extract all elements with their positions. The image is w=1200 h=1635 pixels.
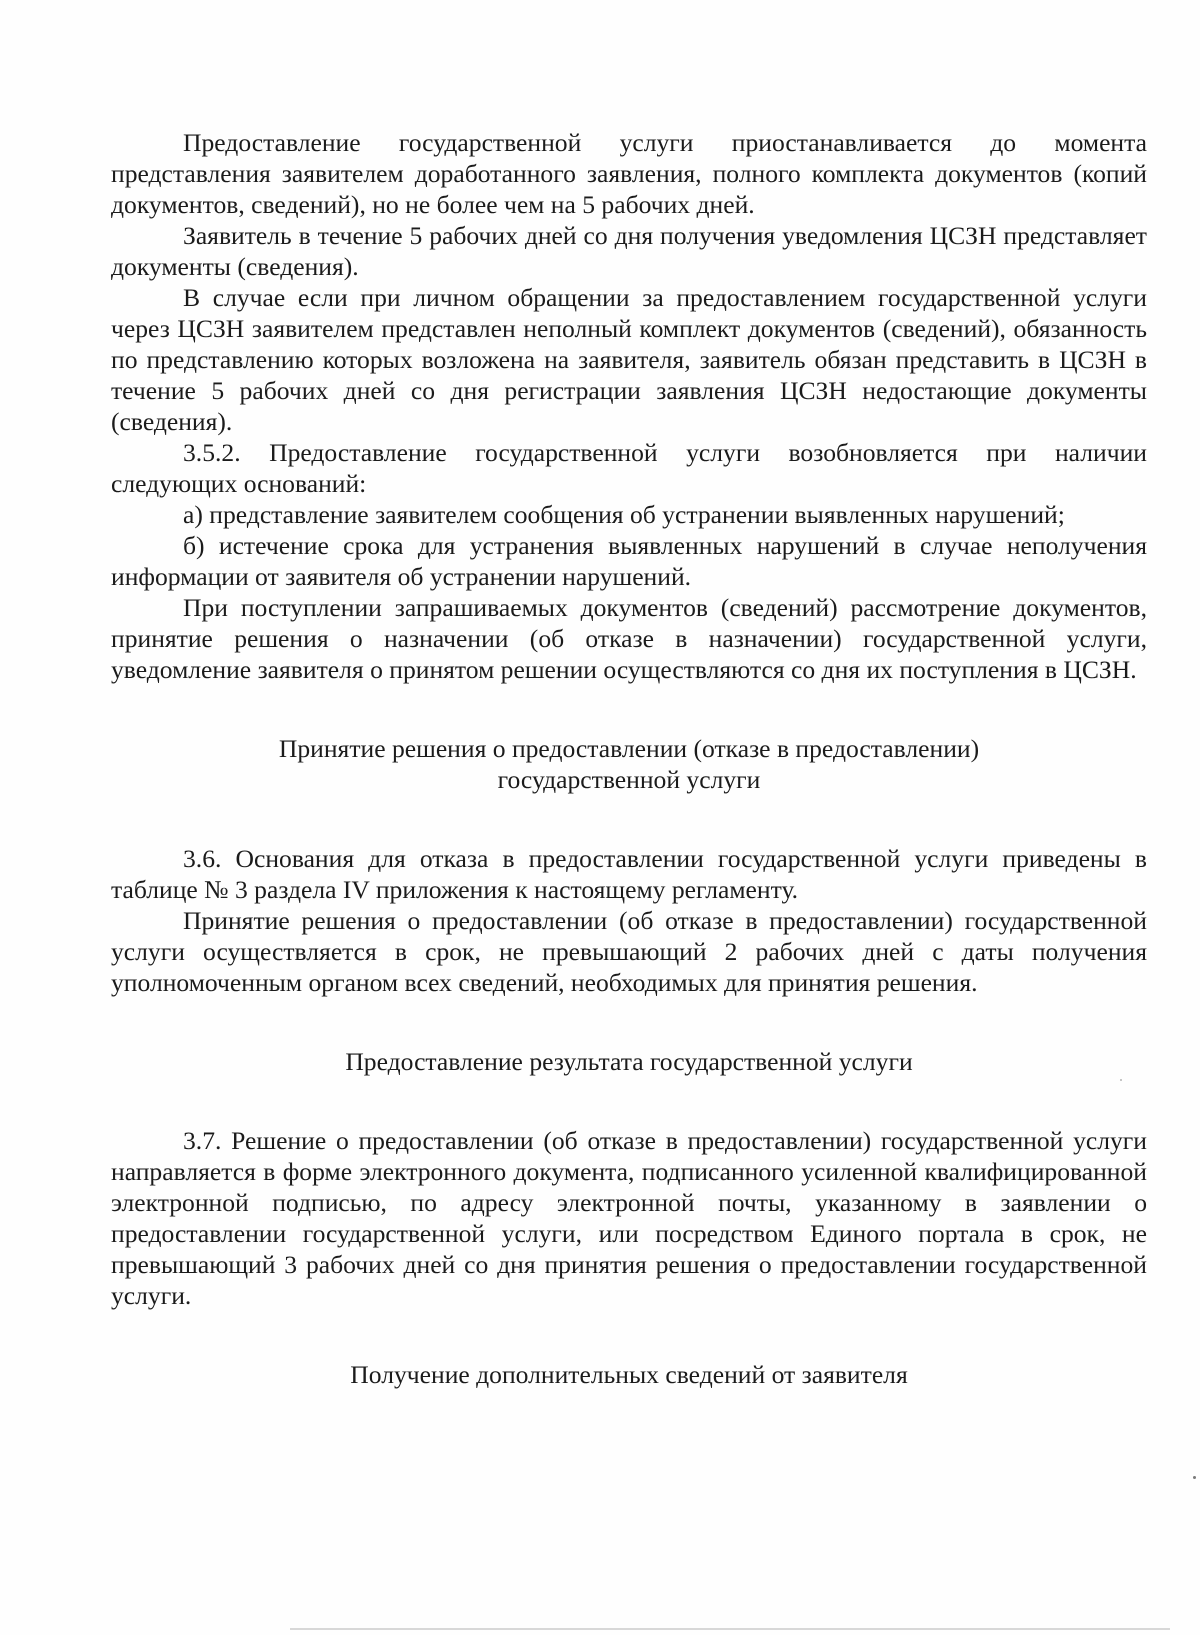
scan-bottom-edge (290, 1628, 1170, 1630)
section-gap (111, 795, 1147, 843)
scan-speck (1193, 1476, 1196, 1479)
section-gap (111, 685, 1147, 733)
section-gap (111, 1311, 1147, 1359)
paragraph-decision-term: Принятие решения о предоставлении (об отказе в предоставлении) государственной услуги осуществляется в срок, не превышающий 2 рабочих дней с даты получения уполномоченным органом всех сведений, необходимых для принятия решения. (111, 906, 1147, 997)
paragraph-receipt: При поступлении запрашиваемых документов (сведений) рассмотрение документов, принятие решения о назначении (об отказе в назначении) государственной услуги, уведомление заявителя о принятом решении осуществляются со дня их поступления в ЦСЗН. (111, 593, 1147, 684)
paragraph-item-b: б) истечение срока для устранения выявленных нарушений в случае неполучения информации от заявителя об устранении нарушений. (111, 531, 1147, 591)
scan-speck (1120, 1079, 1122, 1081)
paragraph-incomplete-set: В случае если при личном обращении за предоставлением государственной услуги через ЦСЗН заявителем представлен неполный комплект документов (сведений), обязанность по представлению которых возложена на заявителя, заявитель обязан представить в ЦСЗН в течение 5 рабочих дней со дня регистрации заявления ЦСЗН недостающие документы (сведения). (111, 283, 1147, 436)
paragraph-3-5-2: 3.5.2. Предоставление государственной услуги возобновляется при наличии следующих оснований: (111, 438, 1147, 498)
section-heading-result: Предоставление результата государственной услуги (345, 1047, 913, 1076)
section-gap (111, 998, 1147, 1046)
section-heading-decision-line2: государственной услуги (497, 765, 761, 794)
section-gap (111, 1077, 1147, 1125)
paragraph-applicant-deadline: Заявитель в течение 5 рабочих дней со дня получения уведомления ЦСЗН представляет документы (сведения). (111, 221, 1147, 281)
section-heading-decision-line1: Принятие решения о предоставлении (отказе в предоставлении) (278, 734, 980, 763)
paragraph-item-a: а) представление заявителем сообщения об устранении выявленных нарушений; (183, 500, 1065, 529)
document-body (111, 127, 1147, 1390)
paragraph-3-7: 3.7. Решение о предоставлении (об отказе в предоставлении) государственной услуги направляется в форме электронного документа, подписанного усиленной квалифицированной электронной подписью, по адресу электронной почты, указанному в заявлении о предоставлении государственной услуги, или посредством Единого портала в срок, не превышающий 3 рабочих дней со дня принятия решения о предоставлении государственной услуги. (111, 1126, 1147, 1310)
section-heading-additional-info: Получение дополнительных сведений от заявителя (350, 1360, 908, 1389)
paragraph-suspension: Предоставление государственной услуги приостанавливается до момента представления заявителем доработанного заявления, полного комплекта документов (копий документов, сведений), но не более чем на 5 рабочих дней. (111, 128, 1147, 219)
paragraph-3-6: 3.6. Основания для отказа в предоставлении государственной услуги приведены в таблице № 3 раздела IV приложения к настоящему регламенту. (111, 844, 1147, 904)
